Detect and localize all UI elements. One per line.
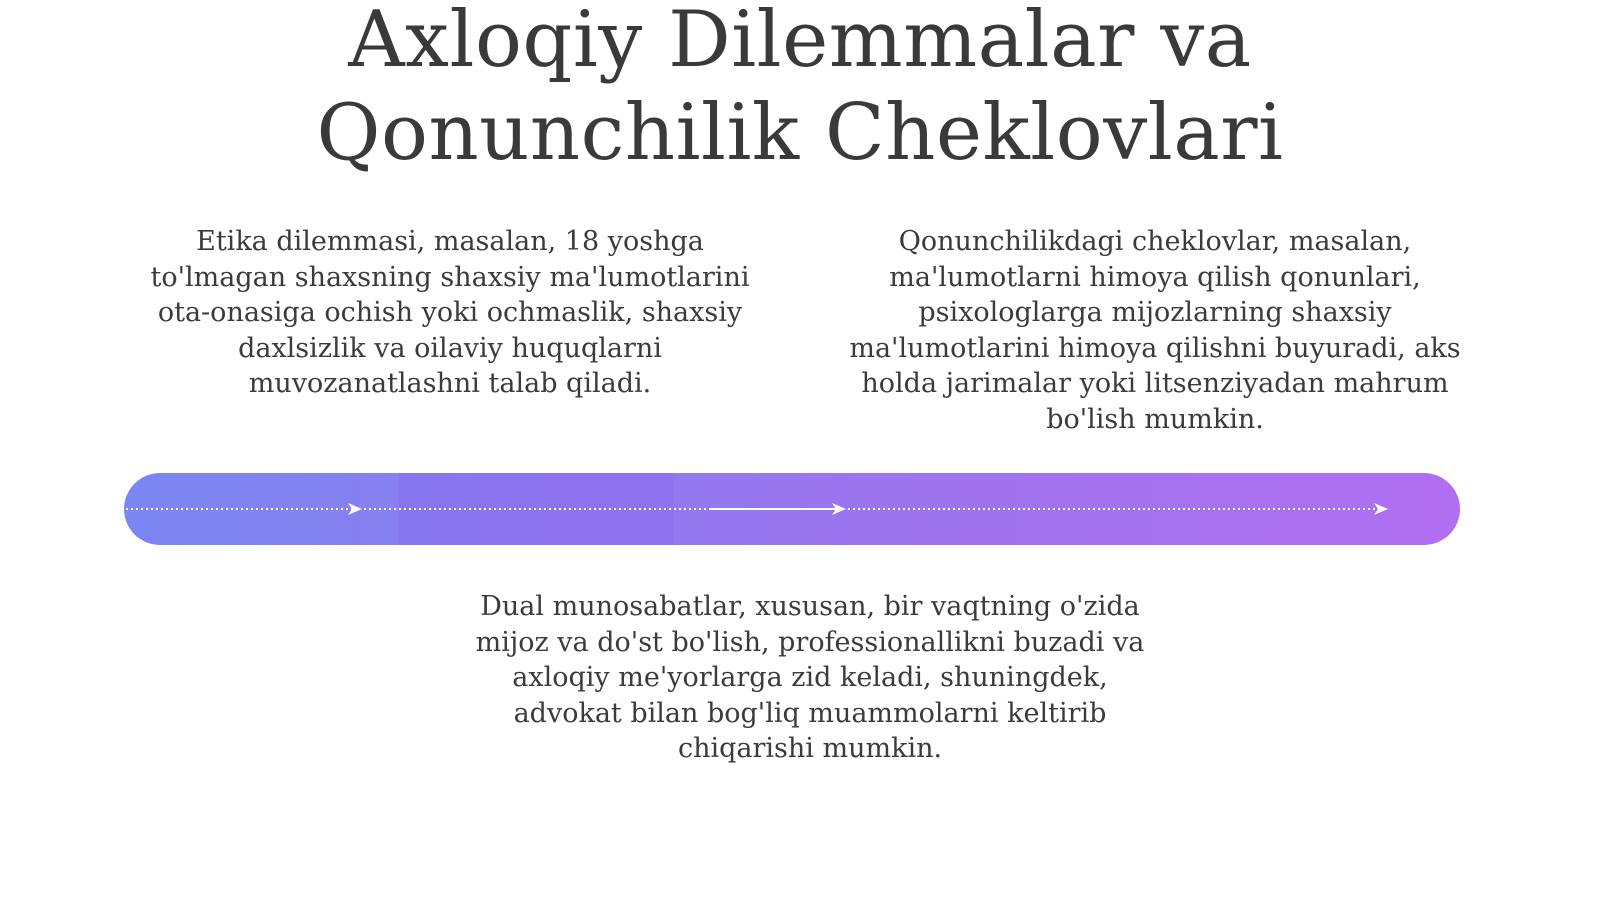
text-block-dual-relations: Dual munosabatlar, xususan, bir vaqtning o'zida mijoz va do'st bo'lish, professionallikni buzadi va axloqiy me'yorlarga zid keladi, shuningdek, advokat bilan bog'liq muammolarni keltirib chiqarishi mumkin. <box>475 591 1145 764</box>
text-block-ethics-dilemma: Etika dilemmasi, masalan, 18 yoshga to'lmagan shaxsning shaxsiy ma'lumotlarini ota-onasiga ochish yoki ochmaslik, shaxsiy daxlsizlik va oilaviy huquqlarni muvozanatlashni talab qiladi. <box>150 226 750 399</box>
title-line-2: Qonunchilik Cheklovlari <box>316 88 1284 178</box>
slide-title <box>0 0 1600 180</box>
text-block-legal-limits: Qonunchilikdagi cheklovlar, masalan, ma'lumotlarni himoya qilish qonunlari, psixologlarga mijozlarning shaxsiy ma'lumotlarini himoya qilishni buyuradi, aks holda jarimalar yoki litsenziyadan mahrum bo'lish mumkin. <box>849 226 1461 435</box>
timeline-graphic <box>124 473 1460 545</box>
title-line-1: Axloqiy Dilemmalar va <box>348 0 1252 85</box>
timeline-bar <box>124 473 1460 545</box>
